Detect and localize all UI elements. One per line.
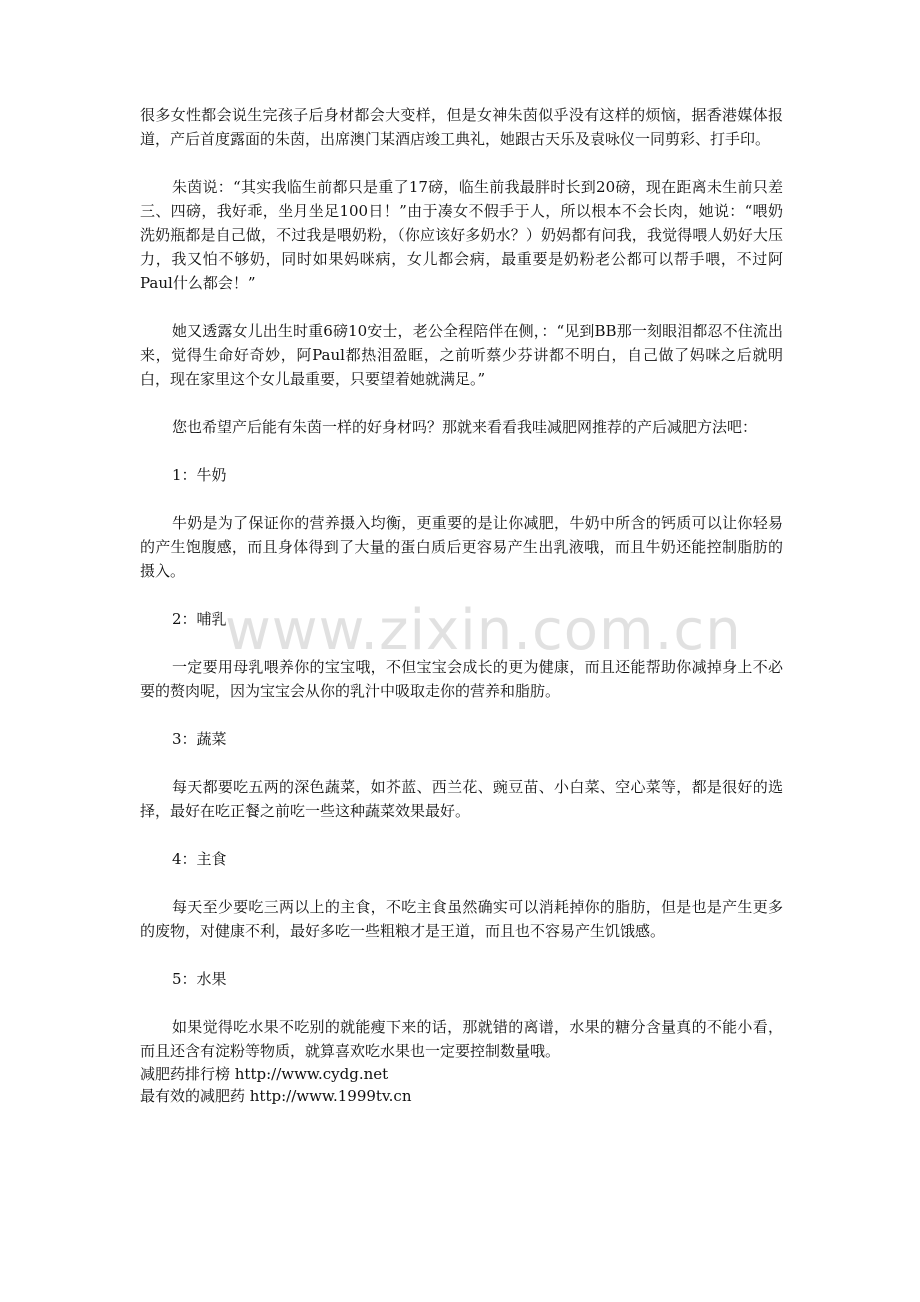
section-heading-breastfeeding: 2：哺乳 (172, 610, 227, 628)
section-heading-fruit: 5：水果 (172, 970, 227, 988)
document-page (140, 103, 783, 1107)
footer-link-effective[interactable]: 最有效的减肥药 http://www.1999tv.cn (140, 1087, 412, 1105)
section-heading-milk: 1：牛奶 (172, 466, 227, 484)
quote-paragraph-1: 朱茵说：“其实我临生前都只是重了17磅，临生前我最胖时长到20磅，现在距离未生前只差三、四磅，我好乖，坐月坐足100日！”由于凑女不假手于人，所以根本不会长肉，她说：“喂奶洗奶瓶都是自己做，不过我是喂奶粉，（你应该好多奶水？）奶妈都有问我，我觉得喂人奶好大压力，我又怕不够奶，同时如果妈咪病，女儿都会病，最重要是奶粉老公都可以帮手喂，不过阿Paul什么都会！” (140, 178, 783, 292)
section-body-breastfeeding: 一定要用母乳喂养你的宝宝哦，不但宝宝会成长的更为健康，而且还能帮助你减掉身上不必要的赘肉呢，因为宝宝会从你的乳汁中吸取走你的营养和脂肪。 (140, 658, 783, 700)
paragraph-gap (140, 943, 783, 967)
watermark-text: www.zixin.com.cn (225, 598, 742, 663)
paragraph-gap (140, 391, 783, 415)
section-body-milk: 牛奶是为了保证你的营养摄入均衡，更重要的是让你减肥，牛奶中所含的钙质可以让你轻易的产生饱腹感，而且身体得到了大量的蛋白质后更容易产生出乳液哦，而且牛奶还能控制脂肪的摄入。 (140, 514, 783, 580)
paragraph-gap (140, 703, 783, 727)
paragraph-gap (140, 631, 783, 655)
transition-paragraph: 您也希望产后能有朱茵一样的好身材吗？那就来看看我哇减肥网推荐的产后减肥方法吧： (172, 418, 758, 436)
paragraph-gap (140, 151, 783, 175)
intro-paragraph: 很多女性都会说生完孩子后身材都会大变样，但是女神朱茵似乎没有这样的烦恼，据香港媒体报道，产后首度露面的朱茵，出席澳门某酒店竣工典礼，她跟古天乐及袁咏仪一同剪彩、打手印。 (140, 106, 783, 148)
paragraph-gap (140, 439, 783, 463)
section-body-vegetables: 每天都要吃五两的深色蔬菜，如芥蓝、西兰花、豌豆苗、小白菜、空心菜等，都是很好的选择，最好在吃正餐之前吃一些这种蔬菜效果最好。 (140, 778, 783, 820)
section-heading-staple-food: 4：主食 (172, 850, 227, 868)
paragraph-gap (140, 991, 783, 1015)
paragraph-gap (140, 751, 783, 775)
section-body-fruit: 如果觉得吃水果不吃别的就能瘦下来的话，那就错的离谱，水果的糖分含量真的不能小看，而且还含有淀粉等物质，就算喜欢吃水果也一定要控制数量哦。 (140, 1018, 783, 1060)
paragraph-gap (140, 295, 783, 319)
paragraph-gap (140, 871, 783, 895)
footer-link-ranking[interactable]: 减肥药排行榜 http://www.cydg.net (140, 1065, 389, 1083)
paragraph-gap (140, 487, 783, 511)
section-body-staple-food: 每天至少要吃三两以上的主食，不吃主食虽然确实可以消耗掉你的脂肪，但是也是产生更多的废物，对健康不利，最好多吃一些粗粮才是王道，而且也不容易产生饥饿感。 (140, 898, 783, 940)
section-heading-vegetables: 3：蔬菜 (172, 730, 227, 748)
paragraph-gap (140, 583, 783, 607)
quote-paragraph-2: 她又透露女儿出生时重6磅10安士，老公全程陪伴在侧，：“见到BB那一刻眼泪都忍不住流出来，觉得生命好奇妙，阿Paul都热泪盈眶，之前听蔡少芬讲都不明白，自己做了妈咪之后就明白，现在家里这个女儿最重要，只要望着她就满足。” (140, 322, 783, 388)
paragraph-gap (140, 823, 783, 847)
